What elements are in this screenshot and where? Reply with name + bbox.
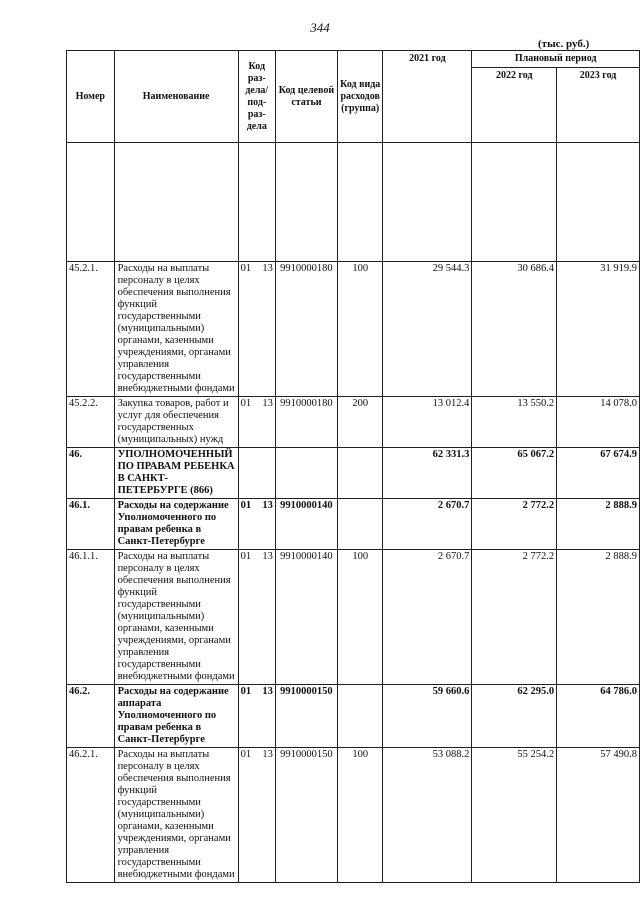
table-row bbox=[67, 748, 640, 883]
row-name: Расходы на выплаты персоналу в целях обеспечения выполнения функций государственными (муниципальными) органами, казенными учреждениями, органами управления государственными внебюджетными фондами bbox=[114, 748, 238, 883]
row-target: 9910000140 bbox=[275, 550, 337, 685]
row-2021: 62 331.3 bbox=[383, 448, 472, 499]
table-row bbox=[67, 262, 640, 397]
row-section bbox=[238, 550, 275, 685]
row-2022: 65 067.2 bbox=[472, 448, 557, 499]
row-expense-type: 100 bbox=[337, 550, 383, 685]
row-subsection-code: 13 bbox=[262, 398, 273, 409]
row-section-code: 01 bbox=[240, 749, 252, 760]
row-name: УПОЛНОМОЧЕННЫЙ ПО ПРАВАМ РЕБЕНКА В САНКТ-ПЕТЕРБУРГЕ (866) bbox=[114, 448, 238, 499]
header-expense-type: Код вида расходов (группа) bbox=[337, 51, 383, 143]
row-target: 9910000180 bbox=[275, 397, 337, 448]
row-2023: 2 888.9 bbox=[557, 550, 640, 685]
row-subsection-code: 13 bbox=[262, 263, 273, 274]
units-label: (тыс. руб.) bbox=[538, 38, 590, 50]
table-row bbox=[67, 397, 640, 448]
header-section: Код раз-дела/ под-раз-дела bbox=[238, 51, 275, 143]
row-subsection-code: 13 bbox=[262, 686, 273, 697]
table-row bbox=[67, 550, 640, 685]
row-2021: 13 012.4 bbox=[383, 397, 472, 448]
row-2022: 13 550.2 bbox=[472, 397, 557, 448]
row-number: 46.2. bbox=[67, 685, 115, 748]
row-section bbox=[238, 397, 275, 448]
row-2021: 2 670.7 bbox=[383, 550, 472, 685]
row-number: 45.2.2. bbox=[67, 397, 115, 448]
row-2023: 14 078.0 bbox=[557, 397, 640, 448]
row-number: 46.1. bbox=[67, 499, 115, 550]
row-number: 46.1.1. bbox=[67, 550, 115, 685]
row-subsection-code: 13 bbox=[262, 749, 273, 760]
header-2021: 2021 год bbox=[383, 51, 472, 143]
row-expense-type bbox=[337, 685, 383, 748]
row-target bbox=[275, 448, 337, 499]
row-number: 45.2.1. bbox=[67, 262, 115, 397]
row-name: Расходы на содержание аппарата Уполномоченного по правам ребенка в Санкт-Петербурге bbox=[114, 685, 238, 748]
row-2023: 67 674.9 bbox=[557, 448, 640, 499]
row-subsection-code: 13 bbox=[262, 551, 273, 562]
header-2023: 2023 год bbox=[557, 68, 640, 143]
row-2022: 2 772.2 bbox=[472, 550, 557, 685]
row-expense-type: 200 bbox=[337, 397, 383, 448]
header-planned-period: Плановый период bbox=[472, 51, 640, 68]
row-name: Закупка товаров, работ и услуг для обеспечения государственных (муниципальных) нужд bbox=[114, 397, 238, 448]
row-section bbox=[238, 685, 275, 748]
row-name: Расходы на выплаты персоналу в целях обеспечения выполнения функций государственными (муниципальными) органами, казенными учреждениями, органами управления государственными внебюджетными фондами bbox=[114, 550, 238, 685]
row-2021: 29 544.3 bbox=[383, 262, 472, 397]
row-subsection-code: 13 bbox=[262, 500, 273, 511]
row-2021: 53 088.2 bbox=[383, 748, 472, 883]
row-expense-type bbox=[337, 448, 383, 499]
row-expense-type: 100 bbox=[337, 748, 383, 883]
spacer-row bbox=[67, 143, 640, 262]
page-number: 344 bbox=[310, 20, 330, 35]
row-2022: 55 254.2 bbox=[472, 748, 557, 883]
row-expense-type: 100 bbox=[337, 262, 383, 397]
row-2023: 2 888.9 bbox=[557, 499, 640, 550]
row-section bbox=[238, 499, 275, 550]
row-2023: 57 490.8 bbox=[557, 748, 640, 883]
row-2022: 2 772.2 bbox=[472, 499, 557, 550]
header-target: Код целевой статьи bbox=[275, 51, 337, 143]
row-target: 9910000140 bbox=[275, 499, 337, 550]
row-name: Расходы на содержание Уполномоченного по правам ребенка в Санкт-Петербурге bbox=[114, 499, 238, 550]
row-name: Расходы на выплаты персоналу в целях обеспечения выполнения функций государственными (муниципальными) органами, казенными учреждениями, органами управления государственными внебюджетными фондами bbox=[114, 262, 238, 397]
row-2023: 64 786.0 bbox=[557, 685, 640, 748]
row-section bbox=[238, 262, 275, 397]
row-section bbox=[238, 448, 275, 499]
table-row bbox=[67, 499, 640, 550]
table-row bbox=[67, 685, 640, 748]
row-expense-type bbox=[337, 499, 383, 550]
row-section bbox=[238, 748, 275, 883]
row-section-code: 01 bbox=[240, 551, 252, 562]
header-2022: 2022 год bbox=[472, 68, 557, 143]
row-section-code: 01 bbox=[240, 263, 252, 274]
row-number: 46. bbox=[67, 448, 115, 499]
row-target: 9910000180 bbox=[275, 262, 337, 397]
row-section-code: 01 bbox=[240, 500, 252, 511]
row-target: 9910000150 bbox=[275, 685, 337, 748]
row-2023: 31 919.9 bbox=[557, 262, 640, 397]
row-section-code: 01 bbox=[240, 686, 252, 697]
row-2021: 2 670.7 bbox=[383, 499, 472, 550]
header-number: Номер bbox=[67, 51, 115, 143]
row-2021: 59 660.6 bbox=[383, 685, 472, 748]
table-row bbox=[67, 448, 640, 499]
row-2022: 62 295.0 bbox=[472, 685, 557, 748]
row-target: 9910000150 bbox=[275, 748, 337, 883]
header-name: Наименование bbox=[114, 51, 238, 143]
row-number: 46.2.1. bbox=[67, 748, 115, 883]
row-2022: 30 686.4 bbox=[472, 262, 557, 397]
row-section-code: 01 bbox=[240, 398, 252, 409]
budget-table bbox=[66, 50, 640, 883]
